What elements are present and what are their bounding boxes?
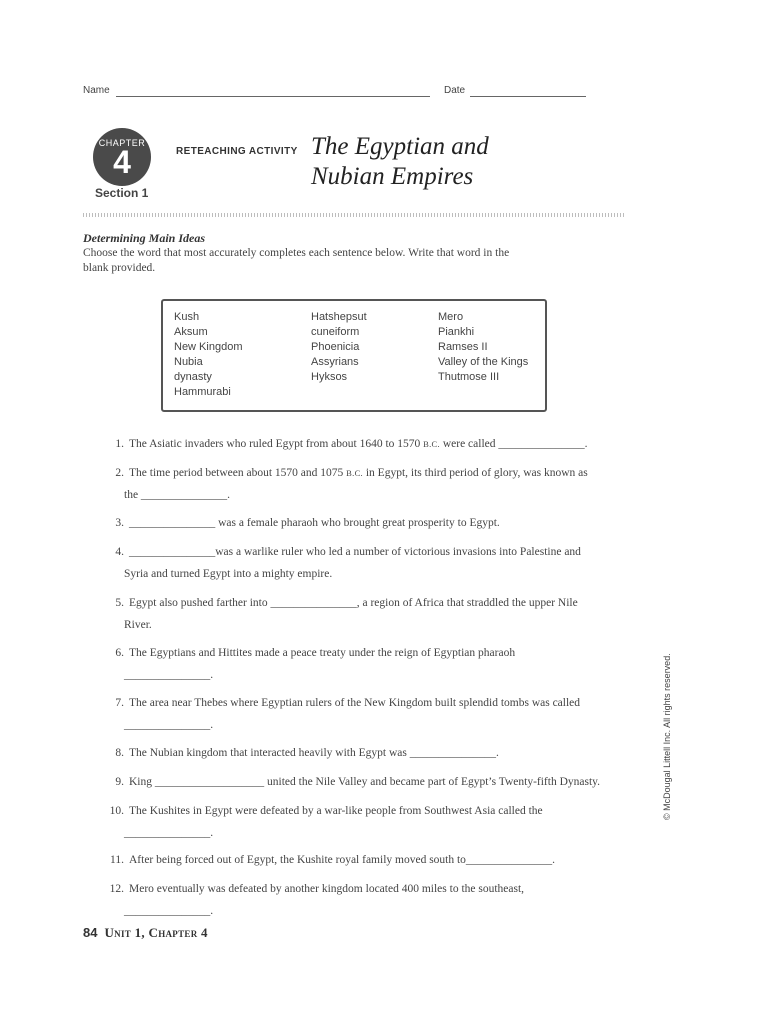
question-12[interactable]: [104, 878, 634, 922]
word-item: Phoenicia: [311, 341, 360, 353]
word-item: Piankhi: [438, 326, 475, 338]
question-number: 10.: [109, 805, 124, 817]
chapter-badge: [93, 128, 151, 186]
divider-band: [83, 213, 626, 217]
page-title: [311, 132, 489, 192]
word-item: Assyrians: [311, 356, 359, 368]
page-number: 84: [83, 925, 98, 940]
era-abbrev: B.C.: [346, 468, 363, 478]
question-text-continued: River.: [124, 619, 152, 631]
page-footer: [83, 925, 208, 941]
question-text: The Nubian kingdom that interacted heavily with Egypt was _______________.: [129, 747, 499, 759]
question-text: were called _______________.: [442, 438, 588, 450]
question-text-continued: _______________.: [124, 669, 214, 681]
question-10[interactable]: [104, 800, 634, 844]
question-number: 2.: [115, 467, 124, 479]
subhead: Determining Main Ideas: [83, 231, 206, 245]
date-field[interactable]: [470, 96, 586, 97]
word-item: Hatshepsut: [311, 311, 367, 323]
word-item: Kush: [174, 311, 200, 323]
question-number: 1.: [115, 438, 124, 450]
question-number: 6.: [115, 647, 124, 659]
question-4[interactable]: [110, 541, 640, 585]
question-text-continued: Syria and turned Egypt into a mighty empire.: [124, 568, 333, 580]
word-item: Mero: [438, 311, 464, 323]
question-number: 4.: [115, 546, 124, 558]
question-text: The Asiatic invaders who ruled Egypt from about 1640 to 1570: [129, 438, 421, 450]
word-item: Hyksos: [311, 371, 348, 383]
chapter-number: 4: [113, 144, 131, 180]
question-1[interactable]: [110, 433, 640, 455]
copyright-notice: © McDougal Littell Inc. All rights reserved.: [662, 653, 672, 820]
word-bank-column-3: [438, 310, 528, 385]
question-number: 12.: [109, 883, 124, 895]
question-9[interactable]: [110, 771, 640, 793]
word-item: Thutmose III: [438, 371, 500, 383]
question-text: Mero eventually was defeated by another kingdom located 400 miles to the southeast,: [129, 883, 525, 895]
unit-chapter-label: Unit 1, Chapter 4: [104, 925, 208, 940]
question-number: 5.: [115, 597, 124, 609]
question-number: 7.: [115, 697, 124, 709]
question-5[interactable]: [110, 592, 640, 636]
word-bank: [161, 299, 547, 412]
question-text-continued: the _______________.: [124, 489, 231, 501]
question-text: After being forced out of Egypt, the Kushite royal family moved south to_______________.: [129, 854, 556, 866]
word-item: cuneiform: [311, 326, 360, 338]
question-number: 9.: [115, 776, 124, 788]
question-number: 11.: [110, 854, 124, 866]
question-text: The Egyptians and Hittites made a peace treaty under the reign of Egyptian pharaoh: [129, 647, 516, 659]
question-number: 8.: [115, 747, 124, 759]
question-text-continued: _______________.: [124, 827, 214, 839]
word-item: Ramses II: [438, 341, 488, 353]
question-text-continued: _______________.: [124, 905, 214, 917]
question-text: Egypt also pushed farther into _______________, a region of Africa that straddled the upper Nile: [129, 597, 578, 609]
question-text-continued: _______________.: [124, 719, 214, 731]
word-bank-column-2: [311, 310, 367, 385]
word-item: Aksum: [174, 326, 208, 338]
question-text: _______________ was a female pharaoh who brought great prosperity to Egypt.: [129, 517, 500, 529]
name-field[interactable]: [116, 96, 430, 97]
title-line-1: The Egyptian and: [311, 133, 489, 160]
word-bank-column-1: [174, 310, 242, 400]
title-line-2: Nubian Empires: [311, 163, 474, 190]
date-label: Date: [444, 85, 466, 96]
question-text: in Egypt, its third period of glory, was known as: [365, 467, 588, 479]
question-7[interactable]: [110, 692, 640, 736]
chapter-label: CHAPTER: [98, 138, 146, 148]
question-3[interactable]: [110, 512, 640, 534]
name-label: Name: [83, 85, 110, 96]
section-label: Section 1: [95, 186, 149, 200]
activity-label: RETEACHING ACTIVITY: [176, 146, 298, 157]
word-item: New Kingdom: [174, 341, 243, 353]
question-text: The area near Thebes where Egyptian rulers of the New Kingdom built splendid tombs was called: [129, 697, 581, 709]
question-8[interactable]: [110, 742, 640, 764]
word-item: Nubia: [174, 356, 203, 368]
question-2[interactable]: [110, 462, 640, 506]
question-text: The Kushites in Egypt were defeated by a war-like people from Southwest Asia called the: [129, 805, 543, 817]
word-item: dynasty: [174, 371, 212, 383]
question-text: The time period between about 1570 and 1075: [129, 467, 344, 479]
word-item: Hammurabi: [174, 386, 231, 398]
question-text: King ___________________ united the Nile Valley and became part of Egypt’s Twenty-fifth Dynasty.: [129, 776, 601, 788]
question-11[interactable]: [104, 849, 634, 871]
question-number: 3.: [115, 517, 124, 529]
question-6[interactable]: [110, 642, 640, 686]
instructions: Choose the word that most accurately completes each sentence below. Write that word in the blank provided.: [83, 247, 510, 274]
word-item: Valley of the Kings: [438, 356, 529, 368]
era-abbrev: B.C.: [423, 439, 440, 449]
question-text: _______________was a warlike ruler who led a number of victorious invasions into Palestine and: [129, 546, 581, 558]
